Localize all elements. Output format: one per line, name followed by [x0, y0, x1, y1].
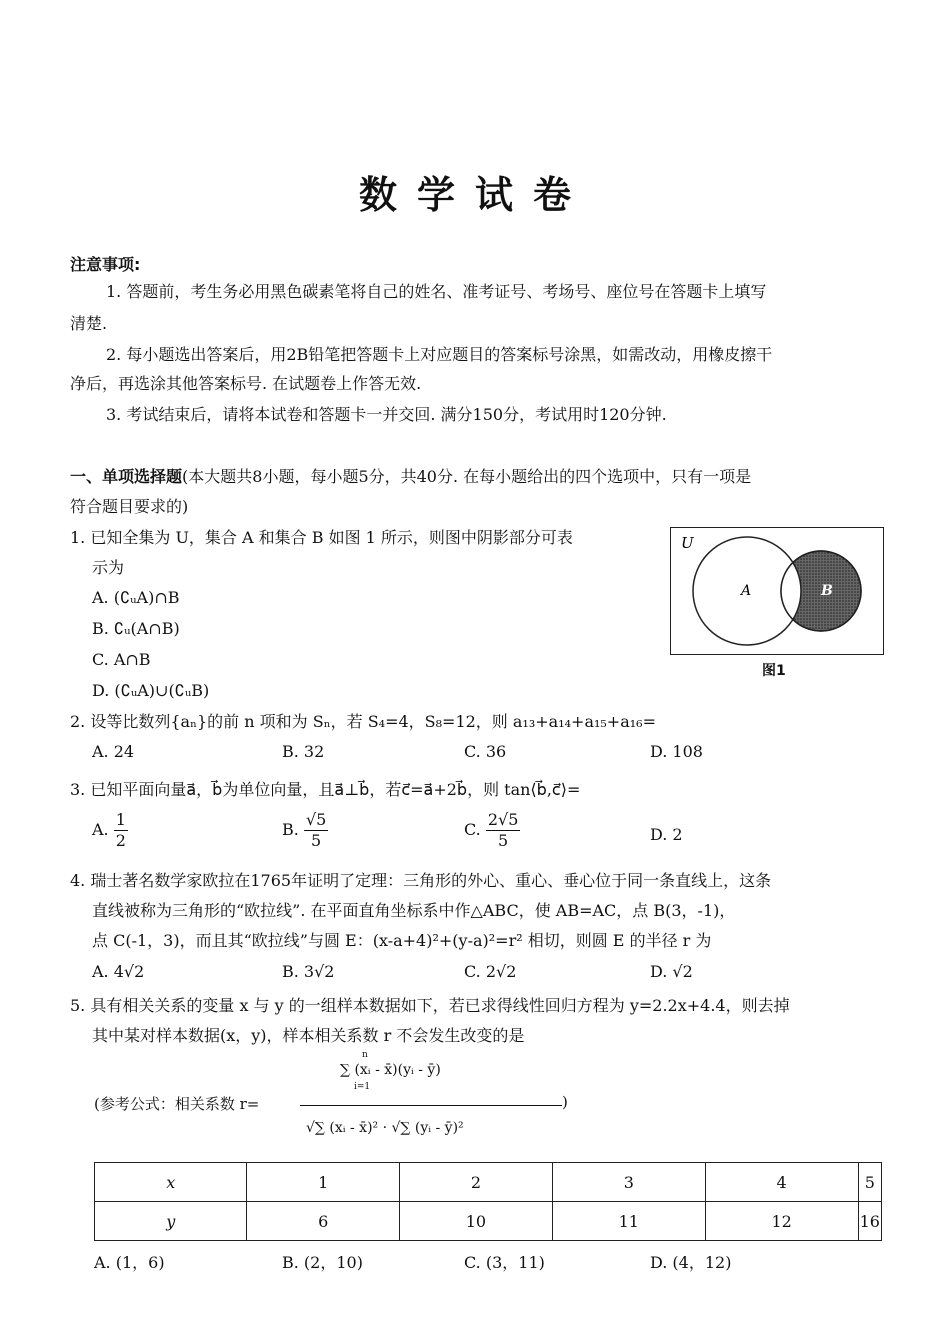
figure-caption: 图1 [762, 663, 786, 679]
q4-stem: 4. 瑞士著名数学家欧拉在1765年证明了定理：三角形的外心、重心、垂心位于同一条直线上，这条 [70, 871, 772, 890]
q3-option-c-frac [486, 810, 521, 851]
q3-c-num: 2√5 [487, 810, 519, 829]
table-cell: x [95, 1163, 247, 1202]
q2-option-b: B. 32 [282, 742, 325, 761]
q3-a-num: 1 [115, 810, 126, 829]
q2-option-c: C. 36 [464, 742, 507, 761]
q3-option-c [464, 810, 520, 851]
label-a: A [741, 583, 752, 599]
q5-option-d: D. (4，12) [650, 1253, 732, 1272]
q1-option-c: C. A∩B [92, 650, 151, 669]
q3-option-d: D. 2 [650, 825, 683, 844]
q3-stem: 3. 已知平面向量a⃗，b⃗为单位向量，且a⃗⊥b⃗，若c⃗=a⃗+2b⃗，则 tan⟨b⃗,c⃗⟩= [70, 780, 581, 799]
table-cell: 10 [400, 1202, 553, 1241]
q3-option-a-label: A. [92, 820, 109, 839]
q5-stem: 5. 具有相关关系的变量 x 与 y 的一组样本数据如下，若已求得线性回归方程为 y=2.2x+4.4，则去掉 [70, 996, 790, 1015]
table-cell: 11 [552, 1202, 705, 1241]
table-cell: 16 [858, 1202, 881, 1241]
notice-heading: 注意事项: [70, 255, 141, 274]
q4-option-d: D. √2 [650, 962, 693, 981]
q4-stem-cont-1: 直线被称为三角形的“欧拉线”. 在平面直角坐标系中作△ABC，使 AB=AC，点 B(3，-1)， [92, 901, 736, 920]
label-u: U [681, 534, 694, 552]
fraction-bar [300, 1105, 562, 1106]
q2-stem: 2. 设等比数列{aₙ}的前 n 项和为 Sₙ，若 S₄=4，S₈=12，则 a₁₃+a₁₄+a₁₅+a₁₆= [70, 712, 656, 731]
notice-item-3: 3. 考试结束后，请将本试卷和答题卡一并交回. 满分150分，考试用时120分钟. [106, 405, 667, 424]
q2-option-d: D. 108 [650, 742, 703, 761]
q5-option-b: B. (2，10) [282, 1253, 363, 1272]
q5-option-c: C. (3，11) [464, 1253, 545, 1272]
notice-item-1-cont: 清楚. [70, 314, 108, 333]
table-cell: 5 [858, 1163, 881, 1202]
q1-stem-cont: 示为 [92, 558, 125, 577]
q3-a-den: 2 [115, 831, 126, 850]
page-title: 数学试卷 [358, 173, 591, 217]
q3-option-b-label: B. [282, 820, 299, 839]
q3-option-b [282, 810, 328, 851]
venn-diagram [670, 527, 884, 655]
q3-option-b-frac [304, 810, 328, 851]
section-1-desc-cont: 符合题目要求的) [70, 497, 189, 516]
q4-option-b: B. 3√2 [282, 962, 335, 981]
q3-b-den: 5 [311, 831, 322, 850]
q4-option-c: C. 2√2 [464, 962, 517, 981]
notice-item-2-cont: 净后，再选涂其他答案标号. 在试题卷上作答无效. [70, 374, 422, 393]
q1-option-a: A. (∁ᵤA)∩B [92, 588, 180, 607]
table-row-y [95, 1202, 882, 1241]
sample-data-table [94, 1162, 882, 1241]
q1-option-b: B. ∁ᵤ(A∩B) [92, 619, 180, 638]
formula-denominator: √∑ (xᵢ - x̄)² · √∑ (yᵢ - ȳ)² [306, 1120, 464, 1136]
table-row-x [95, 1163, 882, 1202]
formula-prefix: (参考公式：相关系数 r= [94, 1095, 260, 1113]
sum-upper-limit: n [362, 1050, 368, 1060]
formula-numerator: ∑ (xᵢ - x̄)(yᵢ - ȳ) [340, 1062, 441, 1078]
q1-option-d: D. (∁ᵤA)∪(∁ᵤB) [92, 681, 210, 700]
table-cell: 1 [247, 1163, 400, 1202]
table-cell: y [95, 1202, 247, 1241]
q3-b-num: √5 [305, 810, 327, 829]
q4-option-a: A. 4√2 [92, 962, 145, 981]
notice-item-1: 1. 答题前，考生务必用黑色碳素笔将自己的姓名、准考证号、考场号、座位号在答题卡上填写 [106, 282, 767, 301]
section-1-heading: 一、单项选择题 [70, 467, 183, 486]
table-cell: 3 [552, 1163, 705, 1202]
q5-option-a: A. (1，6) [94, 1253, 165, 1272]
formula-suffix: ) [562, 1093, 568, 1111]
q3-option-c-label: C. [464, 820, 481, 839]
section-1-heading-line [70, 462, 751, 492]
table-cell: 2 [400, 1163, 553, 1202]
q3-option-a [92, 810, 128, 851]
section-1-desc: (本大题共8小题，每小题5分，共40分. 在每小题给出的四个选项中，只有一项是 [182, 467, 752, 486]
q3-c-den: 5 [498, 831, 509, 850]
venn-svg [671, 528, 883, 654]
q5-stem-cont: 其中某对样本数据(x，y)，样本相关系数 r 不会发生改变的是 [92, 1026, 525, 1045]
label-b: B [821, 583, 833, 599]
table-cell: 12 [705, 1202, 858, 1241]
q3-option-a-frac [114, 810, 128, 851]
sum-lower-limit: i=1 [354, 1082, 371, 1092]
q1-stem: 1. 已知全集为 U，集合 A 和集合 B 如图 1 所示，则图中阴影部分可表 [70, 528, 573, 547]
q4-stem-cont-2: 点 C(-1，3)，而且其“欧拉线”与圆 E：(x-a+4)²+(y-a)²=r² 相切，则圆 E 的半径 r 为 [92, 931, 712, 950]
table-cell: 6 [247, 1202, 400, 1241]
table-cell: 4 [705, 1163, 858, 1202]
q2-option-a: A. 24 [92, 742, 135, 761]
notice-item-2: 2. 每小题选出答案后，用2B铅笔把答题卡上对应题目的答案标号涂黑，如需改动，用橡皮擦干 [106, 345, 773, 364]
